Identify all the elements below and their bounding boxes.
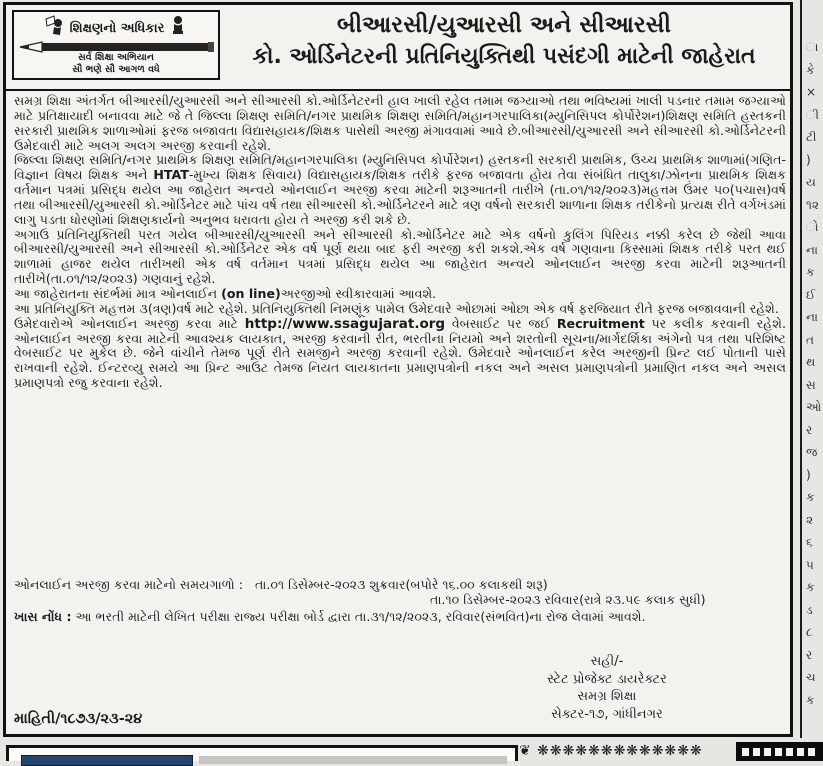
column-fragment: ર (806, 647, 813, 662)
signature-designation: સ્ટેટ પ્રોજેક્ટ ડાયરેક્ટર (547, 671, 667, 687)
column-fragment: થ (806, 355, 816, 369)
column-fragment: ) (806, 152, 811, 167)
paragraph-3 (14, 228, 786, 287)
paragraph-1-text: સમગ્ર શિક્ષા અંતર્ગત બીઆરસી/યુઆરસી અને સીઆરસી કો.ઓર્ડિનેટરની હાલ ખાલી રહેલ તમામ જગ્યાઓ તથા ભવિષ્યમાં ખાલી પડનાર તમામ જગ્યાઓ માટે પ્રતિક્ષાયાદી બનાવવા માટે જે તે જિલ્લા શિક્ષણ સમિતિ/નગર પ્રાથમિક શિક્ષણ સમિતિ/મહાનગરપાલિકા(મ્યુનિસિપલ કોર્પોરેશન)શિક્ષણ સમિતિ હસ્તકની સરકારી પ્રાથમિક શાળાઓમાં ફરજ બજાવતા વિદ્યાસહાયક/શિક્ષક પાસેથી અરજી મંગાવવામાં આવે છે.બીઆરસી/યુઆરસી અને સીઆરસી કો.ઓર્ડિનેટરની ઉમેદવારી માટે અલગ અલગ અરજી કરવાની રહેશે. (14, 94, 786, 153)
column-fragment: ઈ (806, 287, 816, 302)
online-label: (on line) (221, 285, 281, 301)
paragraph-4-text-cont: અરજીઓ સ્વીકારવામાં આવશે. (280, 285, 437, 301)
signature-organization: સમગ્ર શિક્ષા (577, 689, 637, 704)
signature-address: સેક્ટર-૧૭, ગાંધીનગર (551, 706, 663, 722)
bottom-gray-bar (199, 756, 507, 764)
schedule-label: ઓનલાઈન અરજી કરવા માટેનો સમયગાળો : (14, 577, 243, 592)
recruitment-label: Recruitment (556, 315, 645, 331)
column-fragment: સ (806, 377, 816, 392)
signature-block (482, 653, 732, 723)
column-fragment: ક (806, 580, 815, 594)
column-fragment: ચ (806, 670, 816, 684)
column-fragment: ના (806, 242, 818, 257)
column-fragment: ના (806, 310, 818, 324)
logo-subtitle-2: સૌ ભણે સૌ આગળ વધે (72, 64, 160, 75)
column-fragment: ૬ (806, 535, 813, 549)
column-fragment: ૧૨ (806, 197, 819, 212)
application-schedule (14, 577, 790, 607)
paragraph-2 (14, 153, 786, 227)
paragraph-4-text: આ જાહેરાતના સંદર્ભમાં માત્ર ઓનલાઈન (14, 285, 222, 301)
column-fragment: ક (806, 692, 815, 707)
title-line-1: બીઆરસી/યુઆરસી અને સીઆરસી (337, 12, 671, 38)
column-fragment: ય (806, 175, 816, 189)
column-fragment: ટી (806, 130, 817, 144)
reference-number: માહિતી/૧૮૭૩/૨૩-૨૪ (14, 711, 143, 727)
logo-subtitle-1: સર્વ શિક્ષા અભિયાન (78, 52, 154, 63)
schedule-line-2 (430, 592, 790, 607)
column-fragment: ર (806, 422, 813, 437)
column-fragment: ક (806, 490, 815, 504)
paragraph-2-text: જિલ્લા શિક્ષણ સમિતિ/નગર પ્રાથમિક શિક્ષણ સમિતિ/મહાનગરપાલિકા (મ્યુનિસિપલ કોર્પોરેશન) હસ્તકની સરકારી પ્રાથમિક, ઉચ્ચ પ્રાથમિક શાળામાં(ગણિત-વિજ્ઞાન વિષય શિક્ષક અને (14, 152, 786, 183)
paragraph-6-text-mid: વેબસાઈટ પર જઈ (445, 315, 557, 331)
column-fragment: જ (806, 445, 818, 459)
title-line-2: કો. ઓર્ડિનેટરની પ્રતિનિયુક્તિથી પસંદગી માટેની જાહેરાત (252, 44, 756, 69)
schedule-end-date: તા.૧૦ ડિસેમ્બર-૨૦૨૩ રવિવાર(રાત્રે ૨૩.૫૯ કલાક સુધી) (430, 592, 706, 607)
paragraph-6-text: ઉમેદવારોએ ઓનલાઈન અરજી કરવા માટે (14, 315, 245, 331)
body-text (14, 94, 786, 576)
column-fragment: પ (806, 557, 814, 572)
schedule-start-date: તા.૦૧ ડિસેમ્બર-૨૦૨૩ શુક્રવાર(બપોરે ૧૬.૦૦ કલાકથી શરૂ) (254, 577, 548, 592)
column-fragment: ૮ (806, 625, 813, 639)
paragraph-5 (14, 302, 786, 317)
paragraph-5-text: આ પ્રતિનિયુક્તિ મહત્તમ ૩(ત્રણ)વર્ષ માટે રહેશે. પ્રતિનિયુક્તિથી નિમણૂંક પામેલ ઉમેદવારે ઓછામાં ઓછા એક વર્ષ ફરજિયાત રીતે ફરજ બજાવવાની રહેશે. (14, 300, 779, 316)
paragraph-4 (14, 287, 786, 302)
column-fragment: ઓ (806, 400, 822, 414)
logo-title: શિક્ષણનો અધિકાર (69, 20, 165, 36)
special-note-text: આ ભરતી માટેની લેખિત પરીક્ષા રાજ્ય પરીક્ષા બોર્ડ દ્વારા તા.૩૧/૧૨/૨૦૨૩, રવિવાર(સંભવિત)ના રોજ લેવામાં આવશે. (71, 609, 646, 624)
column-fragment: ા (806, 40, 819, 54)
bottom-advertisement-box (6, 745, 518, 761)
column-fragment: ો (806, 220, 819, 234)
column-fragment: ) (806, 467, 811, 482)
signature-sahi: સહી/- (590, 654, 624, 669)
column-divider (800, 0, 802, 738)
column-fragment: ત (806, 332, 814, 347)
paragraph-1 (14, 94, 786, 153)
column-fragment: ૨ (806, 512, 814, 527)
column-fragment: ક (806, 265, 815, 279)
htat-abbrev: HTAT (153, 167, 189, 183)
cutoff-headline-text (742, 748, 818, 756)
advertisement-title (222, 9, 786, 73)
special-note (14, 609, 790, 625)
paragraph-2-text-cont: -મુખ્ય શિક્ષક સિવાય) વિદ્યાસહાયક/શિક્ષક તરીકે ફરજ બજાવતા હોય તેવા સંબંધિત તાલુકા/ઝોનના પ્રાથમિક શિક્ષક વર્તમાન પત્રમાં પ્રસિદ્ધ થયેલ આ જાહેરાત અન્વયે ઓનલાઈન અરજી કરવા માટેની શરૂઆતની તારીખે (તા.૦૧/૧૨/૨૦૨૩)મહત્તમ ઉંમર ૫૦(પચાસ)વર્ષ તથા બીઆરસી/યુઆરસી કો.ઓર્ડિનેટર માટે પાંચ વર્ષ તથા સીઆરસી કો.ઓર્ડિનેટરને માટે ત્રણ વર્ષનો સરકારી શાળાના શિક્ષક તરીકેનો પ્રત્યક્ષ રીતે વર્ગખંડમાં લાગુ પડતા ધોરણોમાં શિક્ષણકાર્યનો અનુભવ ધરાવતા હોય તે અરજી કરી શકે છે. (14, 167, 786, 227)
paragraph-3-text: અગાઉ પ્રતિનિયુક્તિથી પરત ગયેલ બીઆરસી/યુઆરસી અને સીઆરસી કો.ઓર્ડિનેટર માટે એક વર્ષનો કુલિંગ પિરિયડ નક્કી કરેલ છે જેથી આવા બીઆરસી/યુઆરસી અને સીઆરસી કો.ઓર્ડિનેટર એક વર્ષ પૂર્ણ થયા બાદ ફરી અરજી કરી શકશે.એક વર્ષ ગણવાના કિસ્સામાં શિક્ષક તરીકે પરત થઈ શાળામાં હાજર થયેલ તારીખથી એક વર્ષ વર્તમાન પત્રમાં પ્રસિદ્ધ થયેલ આ જાહેરાત અન્વયે ઓનલાઈન અરજી કરવા માટેની શરૂઆતની તારીખે(તા.૦૧/૧૨/૨૦૨૩) ગણવાનું રહેશે. (14, 226, 786, 287)
website-url: http://www.ssagujarat.org (244, 315, 446, 332)
ornament-chain: ❦ ❋❋❋❋❋❋❋❋❋❋❋❋❋ (519, 743, 703, 759)
special-note-label: ખાસ નોંધ : (14, 609, 72, 624)
schedule-line-1 (14, 577, 790, 592)
column-fragment: કે (806, 62, 815, 77)
bottom-headline-box (736, 742, 823, 761)
column-fragment: ડ (806, 602, 813, 617)
paragraph-6-text-cont: પર કલીક કરવાની રહેશે. ઓનલાઈન અરજી કરવા માટેની આવશ્યક લાયકાત, અરજી કરવાની રીત, ભરતીના નિયમો અને શરતોની સૂચના/માર્ગદર્શિકા અંગેનો પત્ર તથા પરિશિષ્ટ વેબસાઈટ પર મુકેલ છે. જેને વાંચીને તેમજ પૂર્ણ રીતે સમજીને અરજી કરવાની રહેશે. ઉમેદવારે ઓનલાઈન કરેલ અરજીની પ્રિન્ટ લઈ પોતાની પાસે રાખવાની રહેશે. ઈન્ટરવ્યુ સમયે આ પ્રિન્ટ આઉટ તેમજ નિયત લાયકાતના પ્રમાણપત્રોની નકલ અને અસલ પ્રમાણપત્રોની પ્રમાણિત નકલ અને અસલ પ્રમાણપત્રો રજુ કરવાના રહેશે. (14, 315, 786, 391)
advertisement-header (6, 5, 790, 91)
column-fragment: × (806, 85, 817, 99)
ssa-logo (12, 10, 220, 80)
advertisement-box (3, 2, 793, 737)
column-fragment: ી (806, 107, 819, 122)
paragraph-6 (14, 317, 786, 391)
adjacent-column-fragments (806, 36, 823, 736)
